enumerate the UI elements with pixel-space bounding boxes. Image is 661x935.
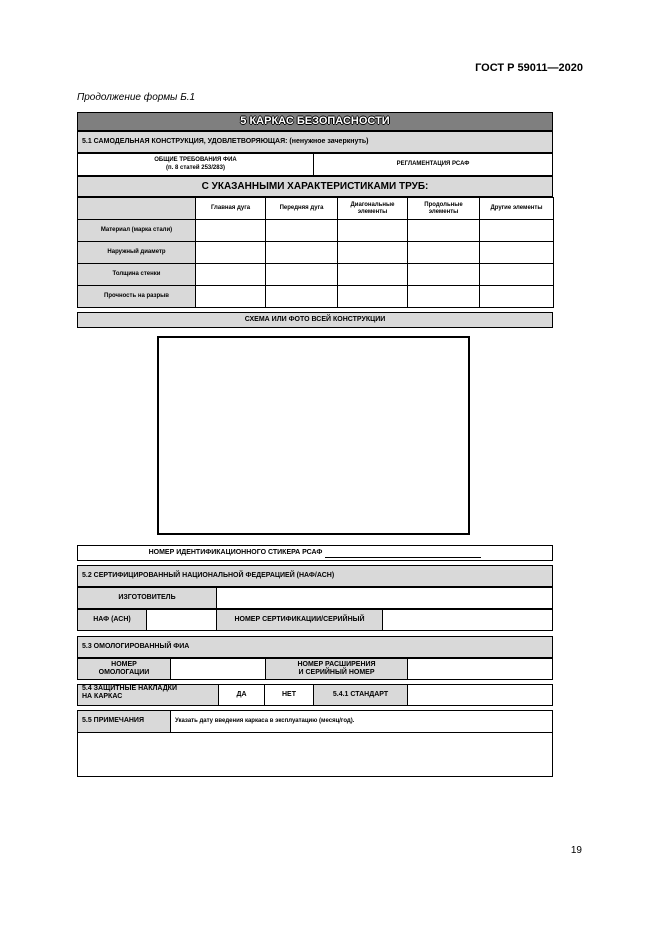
input-cell[interactable] xyxy=(338,242,408,264)
input-cell[interactable] xyxy=(408,242,480,264)
scheme-title: СХЕМА ИЛИ ФОТО ВСЕЙ КОНСТРУКЦИИ xyxy=(77,312,553,328)
fia-requirements-title: ОБЩИЕ ТРЕБОВАНИЯ ФИА xyxy=(154,157,237,164)
input-cell[interactable] xyxy=(338,264,408,286)
input-cell[interactable] xyxy=(338,286,408,308)
table-row xyxy=(78,264,554,286)
extension-number-label xyxy=(265,658,408,680)
homologation-number-field[interactable] xyxy=(170,658,266,680)
sticker-number-field[interactable] xyxy=(325,549,481,558)
standard-field[interactable] xyxy=(407,684,553,706)
table-row xyxy=(78,286,554,308)
table-corner xyxy=(78,198,196,220)
padding-label-line2: НА КАРКАС xyxy=(82,693,123,701)
homologation-label-line2: ОМОЛОГАЦИИ xyxy=(98,669,150,676)
padding-label-line1: 5.4 ЗАЩИТНЫЕ НАКЛАДКИ xyxy=(82,685,177,692)
input-cell[interactable] xyxy=(338,220,408,242)
notes-field[interactable] xyxy=(77,732,553,777)
notes-instruction: Указать дату введения каркаса в эксплуатацию (месяц/год). xyxy=(170,710,553,733)
naf-field[interactable] xyxy=(146,609,217,631)
sticker-number-row xyxy=(77,545,553,561)
row-header: Материал (марка стали) xyxy=(78,220,196,242)
pipe-characteristics-title: С УКАЗАННЫМИ ХАРАКТЕРИСТИКАМИ ТРУБ: xyxy=(77,176,553,197)
yes-option[interactable]: ДА xyxy=(218,684,265,706)
input-cell[interactable] xyxy=(480,220,554,242)
table-row xyxy=(78,242,554,264)
input-cell[interactable] xyxy=(266,220,338,242)
standard-label: 5.4.1 СТАНДАРТ xyxy=(313,684,408,706)
column-header: Продольные элементы xyxy=(408,198,480,220)
no-option[interactable]: НЕТ xyxy=(264,684,314,706)
input-cell[interactable] xyxy=(196,242,266,264)
fia-requirements-cell xyxy=(77,153,314,176)
input-cell[interactable] xyxy=(266,242,338,264)
column-header: Диагональные элементы xyxy=(338,198,408,220)
extension-label-line2: И СЕРИЙНЫЙ НОМЕР xyxy=(298,669,375,676)
sticker-number-label: НОМЕР ИДЕНТИФИКАЦИОННОГО СТИКЕРА РСАФ xyxy=(148,548,323,556)
input-cell[interactable] xyxy=(480,242,554,264)
manufacturer-field[interactable] xyxy=(216,587,553,609)
cert-number-field[interactable] xyxy=(382,609,553,631)
row-header: Наружный диаметр xyxy=(78,242,196,264)
page-number: 19 xyxy=(570,845,582,856)
row-header: Толщина стенки xyxy=(78,264,196,286)
homologation-number-label xyxy=(77,658,171,680)
rsaf-regulation-cell: РЕГЛАМЕНТАЦИЯ РСАФ xyxy=(313,153,553,176)
input-cell[interactable] xyxy=(480,286,554,308)
input-cell[interactable] xyxy=(408,264,480,286)
column-header: Главная дуга xyxy=(196,198,266,220)
document-standard: ГОСТ Р 59011—2020 xyxy=(475,62,583,74)
section-title: 5 КАРКАС БЕЗОПАСНОСТИ xyxy=(77,112,553,131)
subsection-5-4-label xyxy=(77,684,219,706)
column-header: Другие элементы xyxy=(480,198,554,220)
input-cell[interactable] xyxy=(408,220,480,242)
photo-placeholder[interactable] xyxy=(157,336,470,535)
input-cell[interactable] xyxy=(196,264,266,286)
extension-number-field[interactable] xyxy=(407,658,553,680)
column-header: Передняя дуга xyxy=(266,198,338,220)
subsection-5-3-label: 5.3 ОМОЛОГИРОВАННЫЙ ФИА xyxy=(77,636,553,658)
naf-label: НАФ (АСН) xyxy=(77,609,147,631)
input-cell[interactable] xyxy=(196,286,266,308)
input-cell[interactable] xyxy=(266,264,338,286)
pipe-characteristics-table xyxy=(77,197,554,308)
table-row xyxy=(78,220,554,242)
input-cell[interactable] xyxy=(408,286,480,308)
row-header: Прочность на разрыв xyxy=(78,286,196,308)
homologation-label-line1: НОМЕР xyxy=(111,660,137,668)
extension-label-line1: НОМЕР РАСШИРЕНИЯ xyxy=(297,660,376,668)
manufacturer-label: ИЗГОТОВИТЕЛЬ xyxy=(77,587,217,609)
input-cell[interactable] xyxy=(480,264,554,286)
form-continuation-label: Продолжение формы Б.1 xyxy=(77,92,196,103)
input-cell[interactable] xyxy=(196,220,266,242)
subsection-5-2-label: 5.2 СЕРТИФИЦИРОВАННЫЙ НАЦИОНАЛЬНОЙ ФЕДЕРАЦИЕЙ (НАФ/АСН) xyxy=(77,565,553,587)
subsection-5-1-label: 5.1 САМОДЕЛЬНАЯ КОНСТРУКЦИЯ, УДОВЛЕТВОРЯЮЩАЯ: (ненужное зачеркнуть) xyxy=(77,131,553,153)
input-cell[interactable] xyxy=(266,286,338,308)
cert-number-label: НОМЕР СЕРТИФИКАЦИИ/СЕРИЙНЫЙ xyxy=(216,609,383,631)
subsection-5-5-label: 5.5 ПРИМЕЧАНИЯ xyxy=(77,710,171,733)
fia-requirements-reference: (п. 8 статей 253/283) xyxy=(166,164,225,171)
